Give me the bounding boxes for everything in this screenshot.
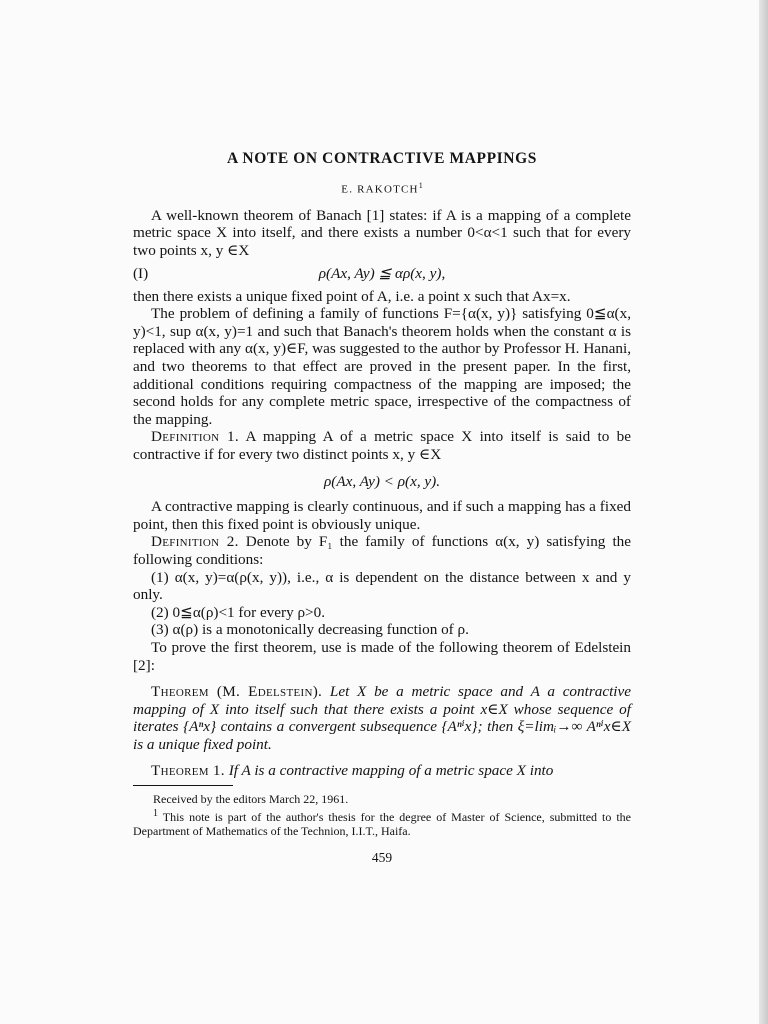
paper-page xyxy=(133,150,631,866)
paragraph-continuous: A contractive mapping is clearly continuous, and if such a mapping has a fixed point, then this fixed point is obviously unique. xyxy=(133,498,631,533)
theorem-edelstein-heading: Theorem (M. Edelstein). xyxy=(151,683,323,701)
footnote-received: Received by the editors March 22, 1961. xyxy=(153,792,349,807)
footnote-1-text: This note is part of the author's thesis for the degree of Master of Science, submitted to the Department of Mathematics of the Technion, I.I.T., Haifa. xyxy=(133,809,631,839)
definition-2 xyxy=(133,533,631,568)
author-footnote-mark: 1 xyxy=(418,180,423,190)
definition-2-text: Denote by F₁ the family of functions α(x, y) satisfying the following conditions: xyxy=(133,533,631,568)
equation-body: ρ(Ax, Ay) ≦ αρ(x, y), xyxy=(318,264,446,282)
paragraph-problem: The problem of defining a family of functions F={α(x, y)} satisfying 0≦α(x, y)<1, sup α(x, y)=1 and such that Banach's theorem holds when the constant α is replaced with any α(x, y)∈F, was suggested to the author by Professor H. Hanani, and two theorems to that effect are proved in the present paper. In the first, additional conditions requiring compactness of the mapping are imposed; the second holds for any complete metric space, irrespective of the compactness of the mapping. xyxy=(133,305,631,428)
equation-I xyxy=(133,261,631,287)
paragraph-banach: A well-known theorem of Banach [1] states: if A is a mapping of a complete metric space X into itself, and there exists a number 0<α<1 such that for every two points x, y ∈X xyxy=(133,206,631,260)
equation-label: (I) xyxy=(133,264,149,282)
condition-3: (3) α(ρ) is a monotonically decreasing function of ρ. xyxy=(151,621,469,639)
footnote-1 xyxy=(133,807,631,839)
footnote-1-mark: 1 xyxy=(153,807,158,819)
condition-1: (1) α(x, y)=α(ρ(x, y)), i.e., α is dependent on the distance between x and y only. xyxy=(133,568,631,604)
paper-author xyxy=(133,177,631,199)
author-name: E. RAKOTCH xyxy=(341,183,419,196)
page-edge xyxy=(759,0,768,1024)
paper-title: A NOTE ON CONTRACTIVE MAPPINGS xyxy=(227,150,537,167)
paragraph-fixed-point: then there exists a unique fixed point of A, i.e. a point x such that Ax=x. xyxy=(133,287,571,305)
theorem-1 xyxy=(133,762,631,780)
paragraph-edelstein-intro: To prove the first theorem, use is made of the following theorem of Edelstein [2]: xyxy=(133,638,631,674)
theorem-edelstein xyxy=(133,683,631,753)
equation-contractive: ρ(Ax, Ay) < ρ(x, y). xyxy=(323,472,441,490)
theorem-1-heading: Theorem 1. xyxy=(151,762,225,780)
definition-1-text: A mapping A of a metric space X into itself is said to be contractive if for every two distinct points x, y ∈X xyxy=(133,428,631,463)
definition-2-heading: Definition 2. xyxy=(151,533,239,551)
theorem-1-text: If A is a contractive mapping of a metric space X into xyxy=(228,762,554,780)
definition-1 xyxy=(133,428,631,463)
page-number: 459 xyxy=(371,849,393,865)
definition-1-heading: Definition 1. xyxy=(151,428,239,446)
condition-2: (2) 0≦α(ρ)<1 for every ρ>0. xyxy=(151,603,325,621)
footnote-divider xyxy=(133,785,233,786)
theorem-edelstein-text: Let X be a metric space and A a contractive mapping of X into itself such that there exists a point x∈X whose sequence of iterates {Aⁿx} contains a convergent subsequence {Aⁿⁱx}; then ξ=limᵢ→∞ Aⁿⁱx∈X is a unique fixed point. xyxy=(133,683,632,753)
